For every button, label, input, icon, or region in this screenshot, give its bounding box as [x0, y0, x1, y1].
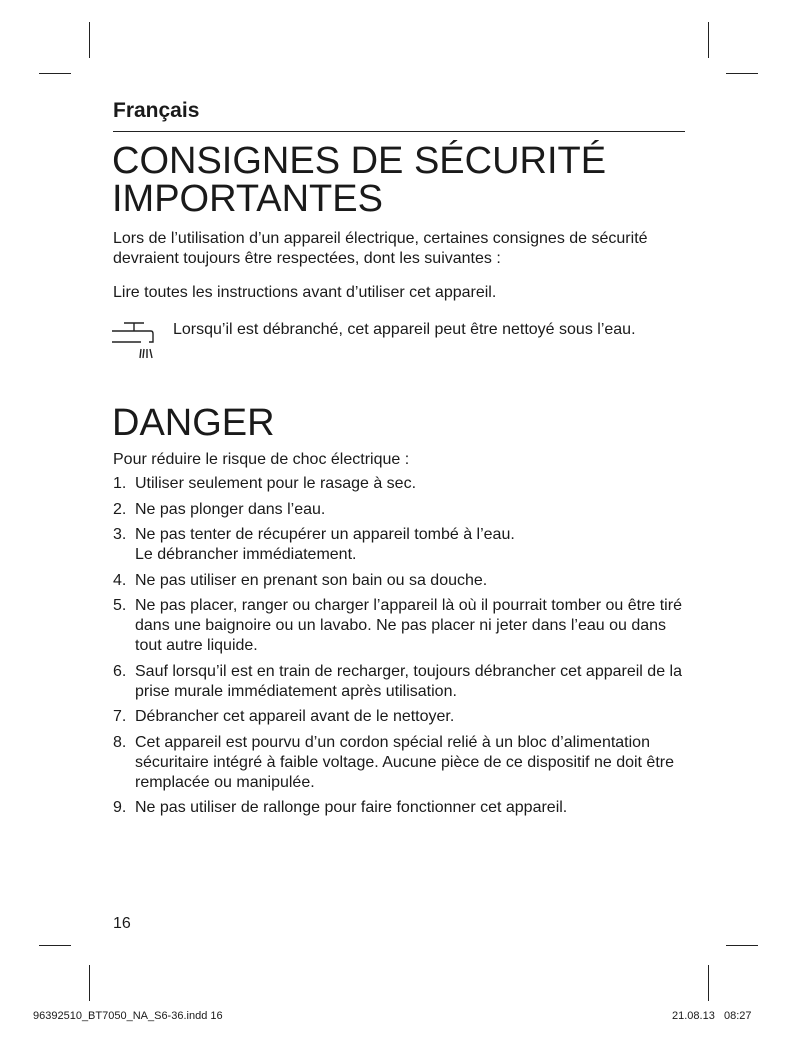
list-item: 8. Cet appareil est pourvu d’un cordon spécial relié à un bloc d’alimentation sécuritaire intégré à faible voltage. Aucune pièce de ce dispositif ne doit être remplacée ou manipulée. [113, 733, 674, 791]
language-heading: Français [113, 99, 200, 122]
danger-lead: Pour réduire le risque de choc électrique : [113, 451, 410, 468]
crop-mark-top-right-vertical [708, 22, 709, 58]
washable-note: Lorsqu’il est débranché, cet appareil peut être nettoyé sous l’eau. [173, 321, 636, 338]
list-item: 9. Ne pas utiliser de rallonge pour faire fonctionner cet appareil. [113, 799, 568, 816]
list-item: 7. Débrancher cet appareil avant de le nettoyer. [113, 708, 455, 725]
list-item: 1. Utiliser seulement pour le rasage à sec. [113, 475, 417, 492]
slug-date-time: 21.08.13 08:27 [672, 1010, 752, 1022]
list-item: 4. Ne pas utiliser en prenant son bain ou sa douche. [113, 571, 488, 589]
title-line-2: IMPORTANTES [112, 178, 383, 220]
read-all-instructions: Lire toutes les instructions avant d’utiliser cet appareil. [113, 284, 497, 301]
title-line-1: CONSIGNES DE SÉCURITÉ [112, 140, 607, 182]
crop-mark-top-left-vertical [89, 22, 90, 58]
list-item: 5. Ne pas placer, ranger ou charger l’appareil là où il pourrait tomber ou être tiré dans une baignoire ou un lavabo. Ne pas placer ni jeter dans l’eau ou dans tout autre liquide. [113, 597, 682, 654]
faucet-icon [111, 320, 163, 364]
intro-paragraph: Lors de l’utilisation d’un appareil électrique, certaines consignes de sécurité devraient toujours être respectées, dont les suivantes : [113, 230, 648, 267]
list-item: 3. Ne pas tenter de récupérer un appareil tombé à l’eau. Le débrancher immédiatement. [113, 526, 515, 563]
list-item: 6. Sauf lorsqu’il est en train de recharger, toujours débrancher cet appareil de la prise murale immédiatement après utilisation. [113, 662, 682, 700]
crop-mark-bottom-right-vertical [708, 965, 709, 1001]
slug-file-info: 96392510_BT7050_NA_S6-36.indd 16 [33, 1010, 223, 1022]
heading-rule [113, 131, 685, 132]
danger-list [113, 474, 693, 824]
crop-mark-bottom-left-vertical [89, 965, 90, 1001]
crop-mark-top-left-horizontal [39, 73, 71, 74]
page-title [112, 142, 606, 218]
page-number: 16 [113, 915, 131, 932]
list-item: 2. Ne pas plonger dans l’eau. [113, 500, 326, 518]
crop-mark-bottom-left-horizontal [39, 945, 71, 946]
danger-heading: DANGER [112, 402, 275, 444]
crop-mark-top-right-horizontal [726, 73, 758, 74]
crop-mark-bottom-right-horizontal [726, 945, 758, 946]
